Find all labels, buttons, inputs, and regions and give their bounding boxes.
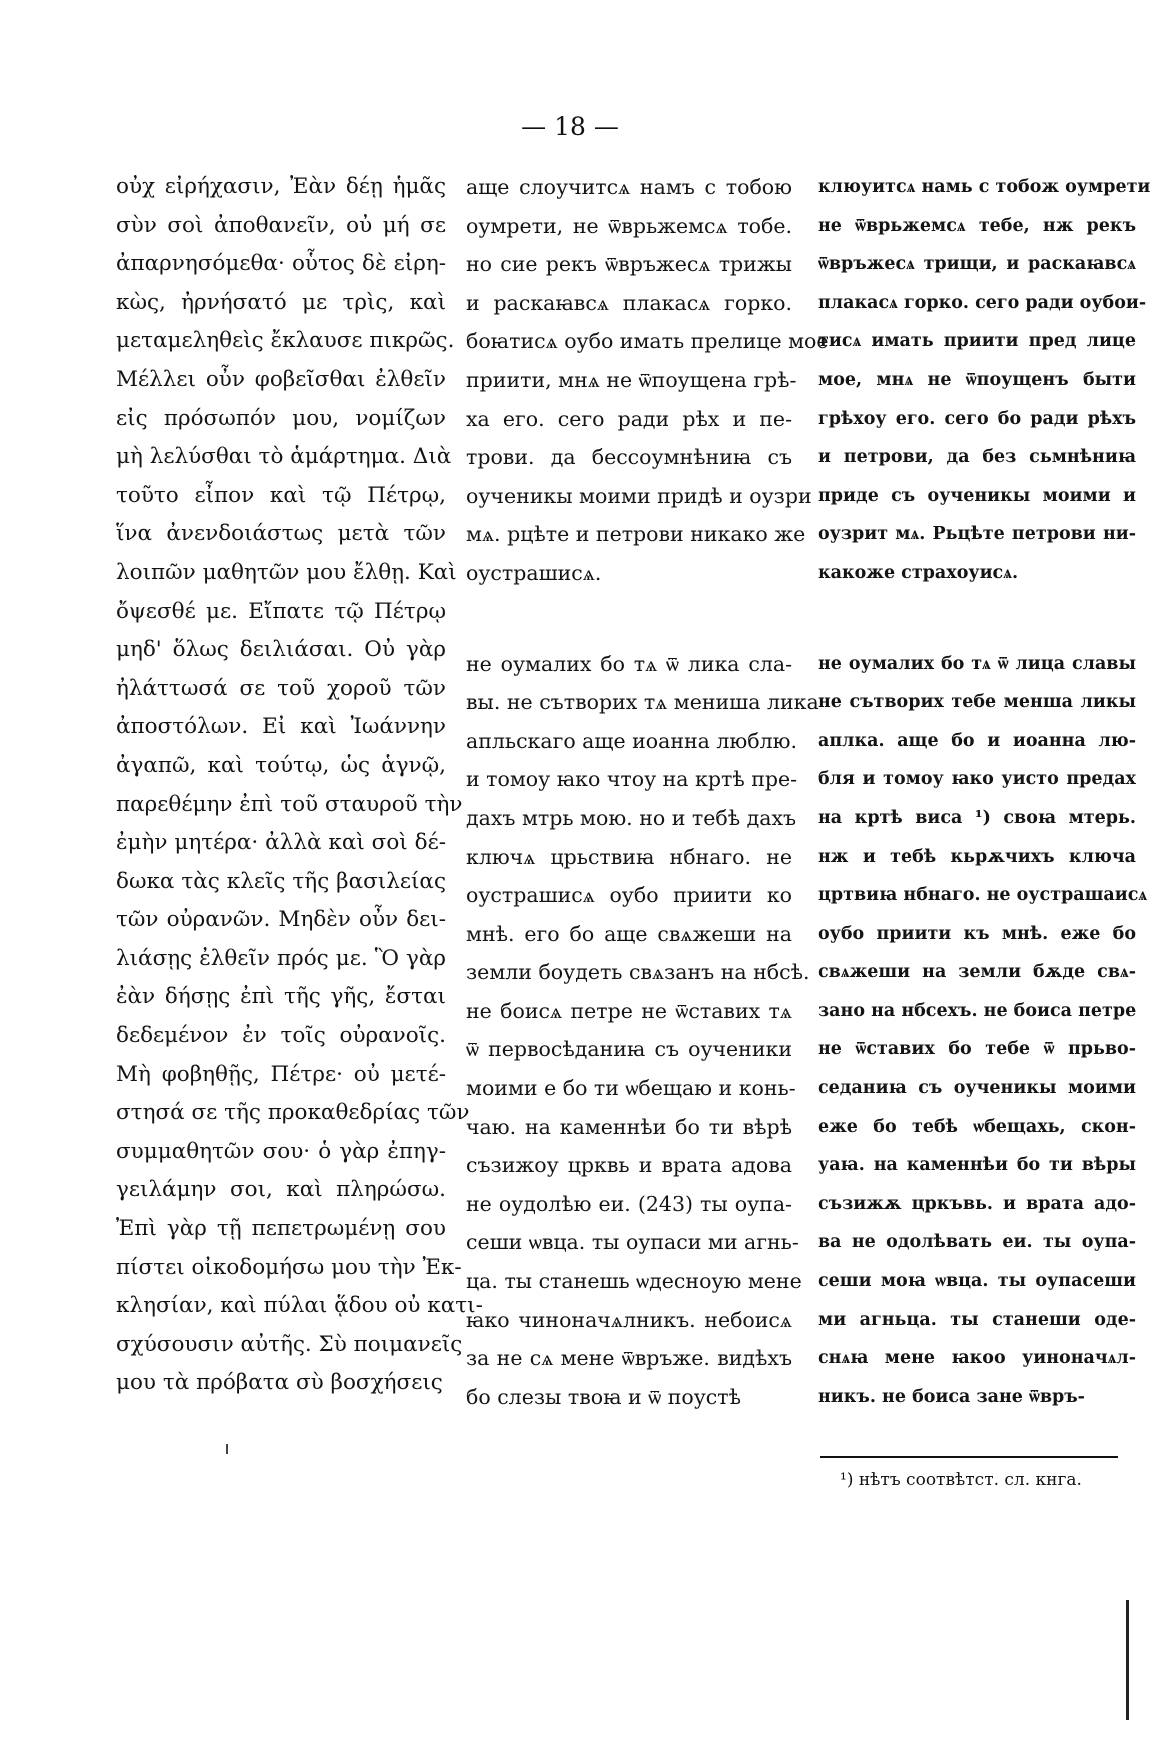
text-line: ἵνα ἀνενδοιάστως μετὰ τῶν [116,521,446,547]
text-line: не оудолѣю еи. (243) ты оупа- [466,1191,792,1216]
text-line: какоже страхоуисѧ. [818,562,1019,583]
text-line: не ѿставих бо тебе ѿ прьво- [818,1039,1136,1060]
text-line: оубо приити къ мнѣ. еже бо [818,923,1136,944]
text-line: λιάσῃς ἐλθεῖν πρός με. Ὃ γὰρ [116,945,446,971]
text-line: но сие рекъ ѿвръжесѧ трижы [466,252,792,277]
text-line: ἀποστόλων. Εἰ καὶ Ἰωάννην [116,714,446,740]
text-line: аще слоучитсѧ намъ с тобою [466,175,792,199]
text-line: приити, мнѧ не ѿпоущена грѣ- [466,367,797,392]
text-line: апльскаго аще иоанна люблю. [466,728,798,753]
text-line: μεταμεληθεὶς ἔκλαυσε πικρῶς. [116,328,455,354]
text-line: земли боудеть свѧзанъ на нбсѣ. [466,960,810,985]
text-line: оумрети, не ѿврьжемсѧ тобе. [466,213,792,238]
text-line: за не сѧ мене ѿвръже. видѣхъ [466,1346,792,1371]
text-line: оузрит мѧ. Рьцѣте петрови ни- [818,524,1136,545]
text-line: σὺν σοὶ ἀποθανεῖν, οὐ μή σε [116,212,446,238]
text-line: μου τὰ πρόβατα σὺ βοσχήσεις [116,1370,443,1396]
text-line: оустрашисѧ оубо приити ко [466,883,792,908]
text-line: цртвиꙗ нбнаго. не оустрашаисѧ [818,885,1148,906]
text-line: ἀγαπῶ, καὶ τούτῳ, ὡς ἁγνῷ, [116,752,446,778]
footnote: ¹) нѣтъ соотвѣтст. сл. кнга. [840,1470,1082,1490]
slavonic-text-column-1 [466,168,829,1416]
text-line: зано на нбсехъ. не боиса петре [818,1000,1137,1021]
text-line: ἀπαρνησόμεθα· οὗτος δὲ εἰρη- [116,251,446,277]
text-line: трови. да бессоумнѣниꙗ съ [466,445,792,470]
paragraph-gap [818,593,1136,645]
text-line: Μὴ φοβηθῇς, Πέτρε· οὐ μετέ- [116,1061,446,1087]
text-line: ѿ первосѣданиꙗ съ оученики [466,1037,792,1062]
text-line: моими е бо ти ѡбещаю и конь- [466,1076,796,1101]
text-line: κλησίαν, καὶ πύλαι ᾅδου οὐ κατι- [116,1293,483,1319]
text-line: κὼς, ἠρνήσατό με τρὶς, καὶ [116,289,446,315]
text-line: не боисѧ петре не ѿставих тѧ [466,998,792,1023]
text-line: γειλάμην σοι, καὶ πληρώσω. [116,1177,446,1203]
text-line: Ἐπὶ γὰρ τῇ πεπετρωμένῃ σου [116,1216,446,1242]
text-line: бо слезы твоꙗ и ѿ поустѣ [466,1384,741,1409]
slavonic-text-column-2 [818,168,1150,1416]
text-line: не сътворих тебе менша ликы [818,692,1136,713]
text-line: боꙗтисѧ оубо имать прелице мое [466,329,829,354]
text-line: бля и томоу ꙗко уисто предах [818,769,1136,790]
text-line: и томоу ꙗко чтоу на кртѣ пре- [466,767,798,792]
text-line: плакасѧ горко. сего ради оубои- [818,292,1147,313]
text-line: мое, мнѧ не ѿпоущенъ быти [818,369,1136,390]
text-line: дахъ мтрь мою. но и тебѣ дахъ [466,805,797,830]
print-mark [226,1444,228,1454]
text-line: никъ. не боиса зане ѿвръ- [818,1386,1085,1407]
footnote-divider [820,1456,1118,1458]
text-line: съзижѫ цркъвь. и врата адо- [818,1193,1136,1214]
text-line: тисѧ имать приити пред лице [818,331,1136,352]
text-line: δεδεμένον ἐν τοῖς οὐρανοῖς. [116,1023,446,1049]
text-line: вы. не сътворих тѧ мениша лика [466,690,819,715]
text-line: συμμαθητῶν σου· ὁ γὰρ ἐπηγ- [116,1138,446,1164]
text-line: не ѿврьжемсѧ тебе, нж рекъ [818,215,1136,236]
text-line: оученикы моими придѣ и оузри [466,483,812,508]
page-edge-mark [1126,1600,1129,1720]
text-line: ἐὰν δήσῃς ἐπὶ τῆς γῆς, ἔσται [116,984,446,1010]
text-line: παρεθέμην ἐπὶ τοῦ σταυροῦ τὴν [116,791,463,817]
text-line: чаю. на каменнѣи бо ти вѣрѣ [466,1114,792,1139]
text-line: ѿвръжесѧ трищи, и раскаꙗвсѧ [818,254,1136,275]
text-line: сеши моꙗ ѡвца. ты оупасеши [818,1271,1136,1292]
greek-text-column [116,168,483,1403]
text-line: не оумалих бо тѧ ѿ лика сла- [466,651,792,676]
text-line: εἰς πρόσωπόν μου, νομίζων [116,405,446,431]
text-line: ца. ты станешь ѡдесноую мене [466,1269,802,1294]
text-line: на кртѣ виса ¹) своꙗ мтерь. [818,807,1136,828]
paragraph-gap [466,593,792,645]
text-line: грѣхоу его. сего бо ради рѣхъ [818,408,1136,429]
text-line: ва не одолѣвать еи. ты оупа- [818,1232,1136,1253]
text-line: δωκα τὰς κλεῖς τῆς βασιλείας [116,868,446,894]
text-line: Μέλλει οὖν φοβεῖσθαι ἐλθεῖν [116,366,446,392]
text-line: στησά σε τῆς προκαθεδρίας τῶν [116,1100,470,1126]
text-line: ха его. сего ради рѣх и пе- [466,406,792,431]
page-number: — 18 — [521,112,619,141]
text-line: седаниꙗ съ оученикы моими [818,1078,1136,1099]
text-line: ὄψεσθέ με. Εἴπατε τῷ Πέτρῳ [116,598,446,624]
text-line: ми агньца. ты станеши оде- [818,1309,1136,1330]
text-line: сеши ѡвца. ты оупаси ми агнь- [466,1230,799,1255]
text-line: ключѧ црьствиꙗ нбнаго. не [466,844,792,869]
text-line: и раскаꙗвсѧ плакасѧ горко. [466,290,792,315]
text-line: приде съ оученикы моими и [818,485,1136,506]
text-line: съзижоу црквь и врата адова [466,1153,792,1178]
text-line: мнѣ. его бо аще свѧжеши на [466,921,792,946]
text-line: μηδ' ὅλως δειλιάσαι. Οὐ γὰρ [116,637,446,663]
text-line: τῶν οὐρανῶν. Μηδὲν οὖν δει- [116,907,446,933]
text-line: πίστει οἰκοδομήσω μου τὴν Ἐκ- [116,1254,462,1280]
text-line: σχύσουσιν αὐτῆς. Σὺ ποιμανεῖς [116,1331,463,1357]
text-line: свѧжеши на земли бѫде свѧ- [818,962,1136,983]
text-line: μὴ λελύσθαι τὸ ἁμάρτημα. Διὰ [116,444,452,470]
text-line: τοῦτο εἶπον καὶ τῷ Πέτρῳ, [116,482,446,508]
text-line: снѧꙗ мене ꙗкоо уиноначѧл- [818,1348,1136,1369]
text-line: уаꙗ. на каменнѣи бо ти вѣры [818,1155,1136,1176]
text-line: ἐμὴν μητέρα· ἀλλὰ καὶ σοὶ δέ- [116,830,446,856]
text-line: нж и тебѣ кьрѫчихъ ключа [818,846,1136,867]
text-line: мѧ. рцѣте и петрови никако же [466,522,806,547]
text-line: не оумалих бо тѧ ѿ лица славы [818,653,1136,674]
text-line: λοιπῶν μαθητῶν μου ἔλθῃ. Καὶ [116,559,457,585]
text-line: оустрашисѧ. [466,560,602,585]
text-line: οὐχ εἰρήχασιν, Ἐὰν δέῃ ἡμᾶς [116,174,446,199]
text-line: ꙗко чиноначѧлникъ. небоисѧ [466,1307,792,1332]
text-line: ἠλάττωσά σε τοῦ χοροῦ τῶν [116,675,446,701]
text-line: еже бо тебѣ ѡбещахь, скон- [818,1116,1136,1137]
text-line: аплка. аще бо и иоанна лю- [818,730,1136,751]
text-line: клюуитсѧ намь с тобож оумрети [818,177,1150,197]
text-line: и петрови, да без сьмнѣниꙗ [818,447,1136,468]
